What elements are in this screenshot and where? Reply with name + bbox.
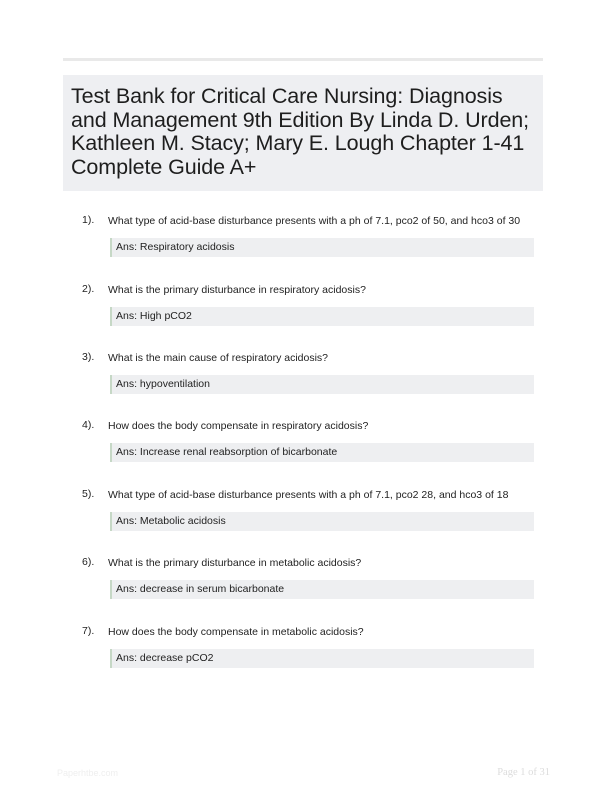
question-text: What is the main cause of respiratory acidosis?: [108, 352, 329, 364]
answer-box: Ans: Respiratory acidosis: [110, 238, 534, 257]
question-number: 1).: [82, 214, 95, 226]
question-number: 6).: [82, 556, 95, 568]
answer-box: Ans: Metabolic acidosis: [110, 512, 534, 531]
question-number: 5).: [82, 488, 95, 500]
question-text: What is the primary disturbance in metabolic acidosis?: [108, 557, 362, 569]
question-text: What type of acid-base disturbance presents with a ph of 7.1, pco2 of 50, and hco3 of 30: [108, 215, 521, 227]
question-text: What is the primary disturbance in respiratory acidosis?: [108, 284, 366, 296]
question-text: What type of acid-base disturbance presents with a ph of 7.1, pco2 28, and hco3 of 18: [108, 489, 509, 501]
answer-box: Ans: High pCO2: [110, 307, 534, 326]
top-divider: [63, 58, 543, 61]
question-number: 4).: [82, 419, 95, 431]
answer-box: Ans: hypoventilation: [110, 375, 534, 394]
footer-watermark: Paperhtbe.com: [57, 768, 119, 778]
page-number: Page 1 of 31: [497, 767, 550, 778]
answer-box: Ans: decrease pCO2: [110, 649, 534, 668]
answer-box: Ans: Increase renal reabsorption of bicarbonate: [110, 443, 534, 462]
document-title: Test Bank for Critical Care Nursing: Diagnosis and Management 9th Edition By Linda D. Urden; Kathleen M. Stacy; Mary E. Lough Chapter 1-41 Complete Guide A+: [71, 84, 530, 179]
question-text: How does the body compensate in respiratory acidosis?: [108, 420, 369, 432]
answer-box: Ans: decrease in serum bicarbonate: [110, 580, 534, 599]
title-box: [63, 75, 543, 191]
question-number: 7).: [82, 625, 95, 637]
question-number: 2).: [82, 283, 95, 295]
question-text: How does the body compensate in metabolic acidosis?: [108, 626, 364, 638]
question-number: 3).: [82, 351, 95, 363]
